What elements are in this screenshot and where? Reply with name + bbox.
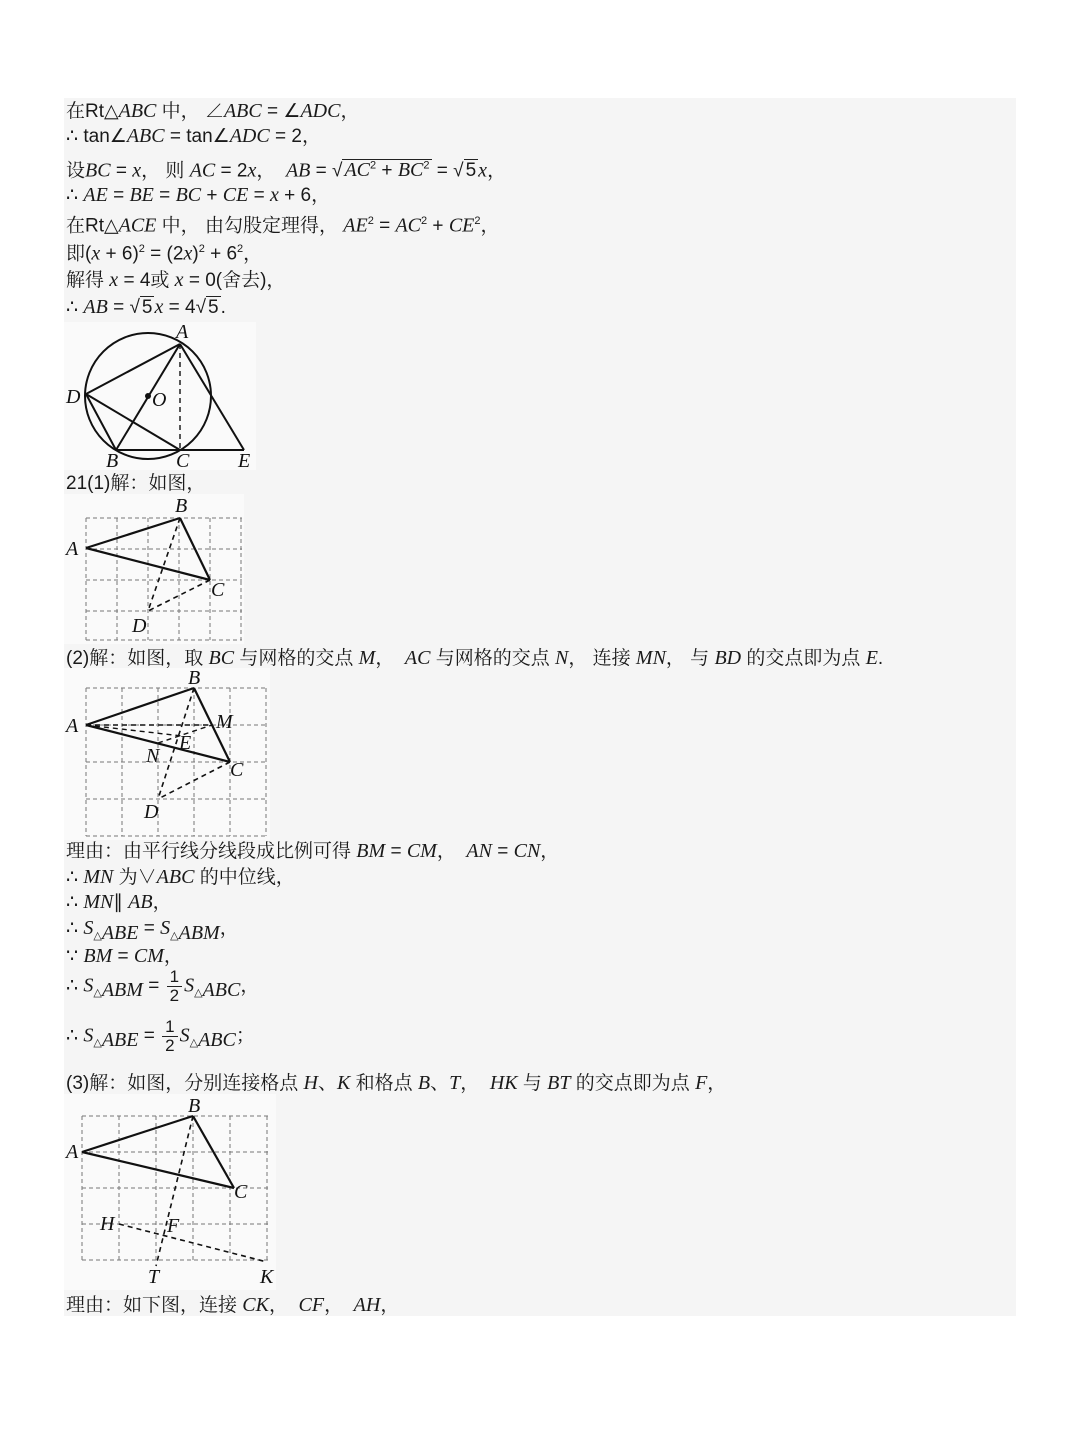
fig3-label-b: B xyxy=(188,668,201,689)
line-9: 21(1)解：如图， xyxy=(66,473,206,494)
line-19: 理由：如下图，连接 CK， CF， AH， xyxy=(66,1294,400,1316)
fig2-label-d: D xyxy=(132,615,147,637)
line-4: ∴ AE = BE = BC + CE = x + 6， xyxy=(66,184,331,206)
fig4-label-a: A xyxy=(66,1141,79,1163)
fig2-label-c: C xyxy=(211,579,225,601)
fig4-label-k: K xyxy=(260,1266,274,1288)
line-11: 理由：由平行线分线段成比例可得 BM = CM， AN = CN， xyxy=(66,840,560,862)
fig3-label-m: M xyxy=(216,711,233,733)
line-15: ∵ BM = CM， xyxy=(66,945,183,967)
line-6: 即$(x + 6)^2 = (2x)^2 + 6^2$， xyxy=(66,242,263,265)
fig3-label-n: N xyxy=(146,745,160,767)
fig4-label-b: B xyxy=(188,1095,201,1117)
fig1-label-b: B xyxy=(106,450,119,470)
line-12: ∴ MN 为∨ABC 的中位线， xyxy=(66,866,295,888)
fig1-label-e: E xyxy=(238,450,251,470)
fig1-label-a: A xyxy=(176,322,189,343)
fig1-label-d: D xyxy=(66,386,81,408)
fig1-label-o: O xyxy=(152,389,167,411)
fig1-label-c: C xyxy=(176,450,190,470)
line-10: (2)解：如图，取 BC 与网格的交点 M， AC 与网格的交点 N， 连接 MN， 与 BD 的交点即为点 E. xyxy=(66,647,884,669)
line-17: ∴ $S_{\triangle ABE}$ = $\frac{1}{2}$ $S_{\triangle ABC}$； xyxy=(66,1017,255,1055)
figure-grid-2 xyxy=(64,668,270,840)
line-3: 设BC = x， 则 AC = 2x， AB = √ $AC^2 + BC^2$ = √ 5 x， xyxy=(66,159,507,182)
figure-grid-3 xyxy=(64,1094,276,1290)
fig4-label-f: F xyxy=(167,1215,180,1237)
fig3-label-a: A xyxy=(66,715,79,737)
figure-grid-1 xyxy=(64,494,244,644)
line-18: (3)解：如图，分别连接格点 H、K 和格点 B、T， HK 与 BT 的交点即为点 F， xyxy=(66,1072,727,1094)
line-8: ∴ AB = √ 5 x = 4√ 5 . xyxy=(66,296,226,318)
fig2-label-a: A xyxy=(66,538,79,560)
line-1: 在Rt△ABC 中， ∠ABC = ∠ADC， xyxy=(66,100,360,122)
line-14: ∴ $S_{\triangle ABE} = S_{\triangle ABM}$， xyxy=(66,917,239,944)
fig2-label-b: B xyxy=(175,495,188,517)
fig4-label-t: T xyxy=(148,1266,160,1288)
fig4-label-h: H xyxy=(100,1213,115,1235)
fig3-label-d: D xyxy=(144,801,159,823)
line-7: 解得 x = 4或 x = 0(舍去)， xyxy=(66,269,286,291)
figure-circle xyxy=(64,322,256,470)
line-13: ∴ MN∥ AB， xyxy=(66,891,172,913)
fig3-label-c: C xyxy=(230,759,244,781)
line-2: ∴ tan∠ABC = tan∠ADC = 2， xyxy=(66,125,321,147)
line-16: ∴ $S_{\triangle ABM}$ = $\frac{1}{2}$ $S_{\triangle ABC}$， xyxy=(66,967,260,1005)
fig4-label-c: C xyxy=(234,1181,248,1203)
fig3-label-e: E xyxy=(179,732,192,754)
line-5: 在Rt△ACE 中， 由勾股定理得， $AE^2 = AC^2 + CE^2$， xyxy=(66,214,500,237)
